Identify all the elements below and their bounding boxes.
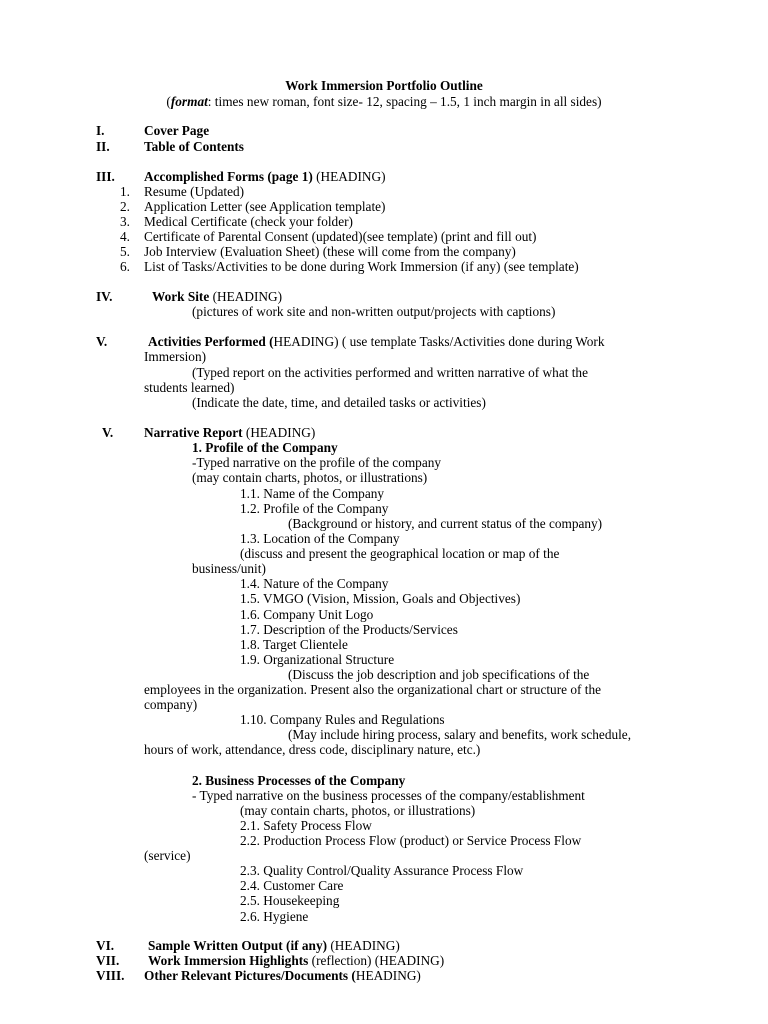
list-item: Medical Certificate (check your folder) [144, 214, 353, 229]
list-item: List of Tasks/Activities to be done during Work Immersion (if any) (see template) [144, 259, 579, 274]
outline-note: (Background or history, and current status of the company) [288, 516, 603, 531]
heading-tag: (HEADING) [374, 953, 445, 968]
section-heading-other-documents [144, 968, 421, 983]
section-note: (Typed report on the activities performed and written narrative of what the [192, 365, 588, 380]
section-note: students learned) [144, 380, 235, 395]
list-item-number: 1. [120, 184, 130, 199]
list-item-number: 5. [120, 244, 130, 259]
heading-tag: (HEADING) [242, 425, 316, 440]
outline-note: company) [144, 697, 198, 712]
outline-item: 2.2. Production Process Flow (product) or Service Process Flow [240, 833, 582, 848]
section-note: (Indicate the date, time, and detailed tasks or activities) [192, 395, 486, 410]
outline-item: 1.1. Name of the Company [240, 486, 385, 501]
format-note-open: ( [166, 94, 171, 109]
list-item: Job Interview (Evaluation Sheet) (these will come from the company) [144, 244, 516, 259]
outline-item: 1.8. Target Clientele [240, 637, 348, 652]
outline-item: 1.6. Company Unit Logo [240, 607, 374, 622]
outline-note: employees in the organization. Present also the organizational chart or structure of the [144, 682, 601, 697]
outline-item: 1.3. Location of the Company [240, 531, 400, 546]
outline-item: 1.10. Company Rules and Regulations [240, 712, 445, 727]
format-note-text: : times new roman, font size- 12, spacing – 1.5, 1 inch margin in all sides) [207, 94, 602, 109]
outline-item: 2.3. Quality Control/Quality Assurance Process Flow [240, 863, 524, 878]
heading-tag: (HEADING) [327, 938, 400, 953]
section-numeral: III. [96, 169, 115, 184]
document-title: Work Immersion Portfolio Outline [285, 78, 483, 93]
heading-tag: (HEADING) [209, 289, 283, 304]
list-item-number: 4. [120, 229, 130, 244]
section-title: Narrative Report [144, 425, 243, 440]
section-numeral: V. [96, 334, 108, 349]
subsection-title-business-processes: 2. Business Processes of the Company [192, 773, 406, 788]
outline-note: hours of work, attendance, dress code, disciplinary nature, etc.) [144, 742, 481, 757]
section-heading-sample-output [148, 938, 400, 953]
outline-item: 2.4. Customer Care [240, 878, 344, 893]
outline-item: 1.2. Profile of the Company [240, 501, 389, 516]
outline-item: (service) [144, 848, 191, 863]
list-item-number: 2. [120, 199, 130, 214]
subsection-desc: (may contain charts, photos, or illustrations) [192, 470, 428, 485]
section-title-table-of-contents: Table of Contents [144, 139, 244, 154]
subsection-title-profile: 1. Profile of the Company [192, 440, 338, 455]
section-heading-accomplished-forms [144, 169, 386, 184]
list-item: Certificate of Parental Consent (updated)(see template) (print and fill out) [144, 229, 537, 244]
section-heading-narrative-report [144, 425, 315, 440]
section-numeral: I. [96, 123, 105, 138]
outline-item: 2.1. Safety Process Flow [240, 818, 372, 833]
section-heading-rest: use template Tasks/Activities done during Work [346, 334, 605, 349]
section-title-cover-page: Cover Page [144, 123, 210, 138]
outline-item: 1.9. Organizational Structure [240, 652, 395, 667]
section-title: Activities Performed ( [148, 334, 274, 349]
heading-tag: (HEADING) [312, 169, 386, 184]
section-heading-highlights [148, 953, 444, 968]
section-numeral: IV. [96, 289, 113, 304]
outline-item: 2.6. Hygiene [240, 909, 309, 924]
section-title: Sample Written Output (if any) [148, 938, 328, 953]
outline-note: (May include hiring process, salary and benefits, work schedule, [288, 727, 632, 742]
section-numeral: V. [102, 425, 114, 440]
section-note: (pictures of work site and non-written output/projects with captions) [192, 304, 556, 319]
heading-tag: HEADING) [355, 968, 421, 983]
section-numeral: VII. [96, 953, 120, 968]
outline-item: 1.5. VMGO (Vision, Mission, Goals and Objectives) [240, 591, 521, 606]
format-note [0, 94, 768, 109]
list-item-number: 3. [120, 214, 130, 229]
section-numeral: VIII. [96, 968, 125, 983]
section-heading-work-site [152, 289, 282, 304]
section-title: Accomplished Forms (page 1) [144, 169, 313, 184]
subsection-desc: - Typed narrative on the business processes of the company/establishment [192, 788, 585, 803]
outline-note: (discuss and present the geographical location or map of the [240, 546, 560, 561]
outline-note: business/unit) [192, 561, 266, 576]
list-item: Application Letter (see Application template) [144, 199, 386, 214]
section-numeral: VI. [96, 938, 115, 953]
list-item-number: 6. [120, 259, 130, 274]
outline-item: 2.5. Housekeeping [240, 893, 340, 908]
subsection-desc: (may contain charts, photos, or illustrations) [240, 803, 476, 818]
heading-tag: HEADING) ( [273, 334, 347, 349]
section-heading-activities-performed [148, 334, 605, 349]
heading-plain: (reflection) [308, 953, 375, 968]
outline-note: (Discuss the job description and job specifications of the [288, 667, 590, 682]
section-title: Work Immersion Highlights [148, 953, 309, 968]
list-item: Resume (Updated) [144, 184, 245, 199]
outline-item: 1.4. Nature of the Company [240, 576, 389, 591]
outline-item: 1.7. Description of the Products/Services [240, 622, 458, 637]
section-heading-cont: Immersion) [144, 349, 207, 364]
section-numeral: II. [96, 139, 110, 154]
section-title: Work Site [152, 289, 210, 304]
format-label: format [170, 94, 208, 109]
section-title: Other Relevant Pictures/Documents ( [144, 968, 356, 983]
subsection-desc: -Typed narrative on the profile of the company [192, 455, 442, 470]
